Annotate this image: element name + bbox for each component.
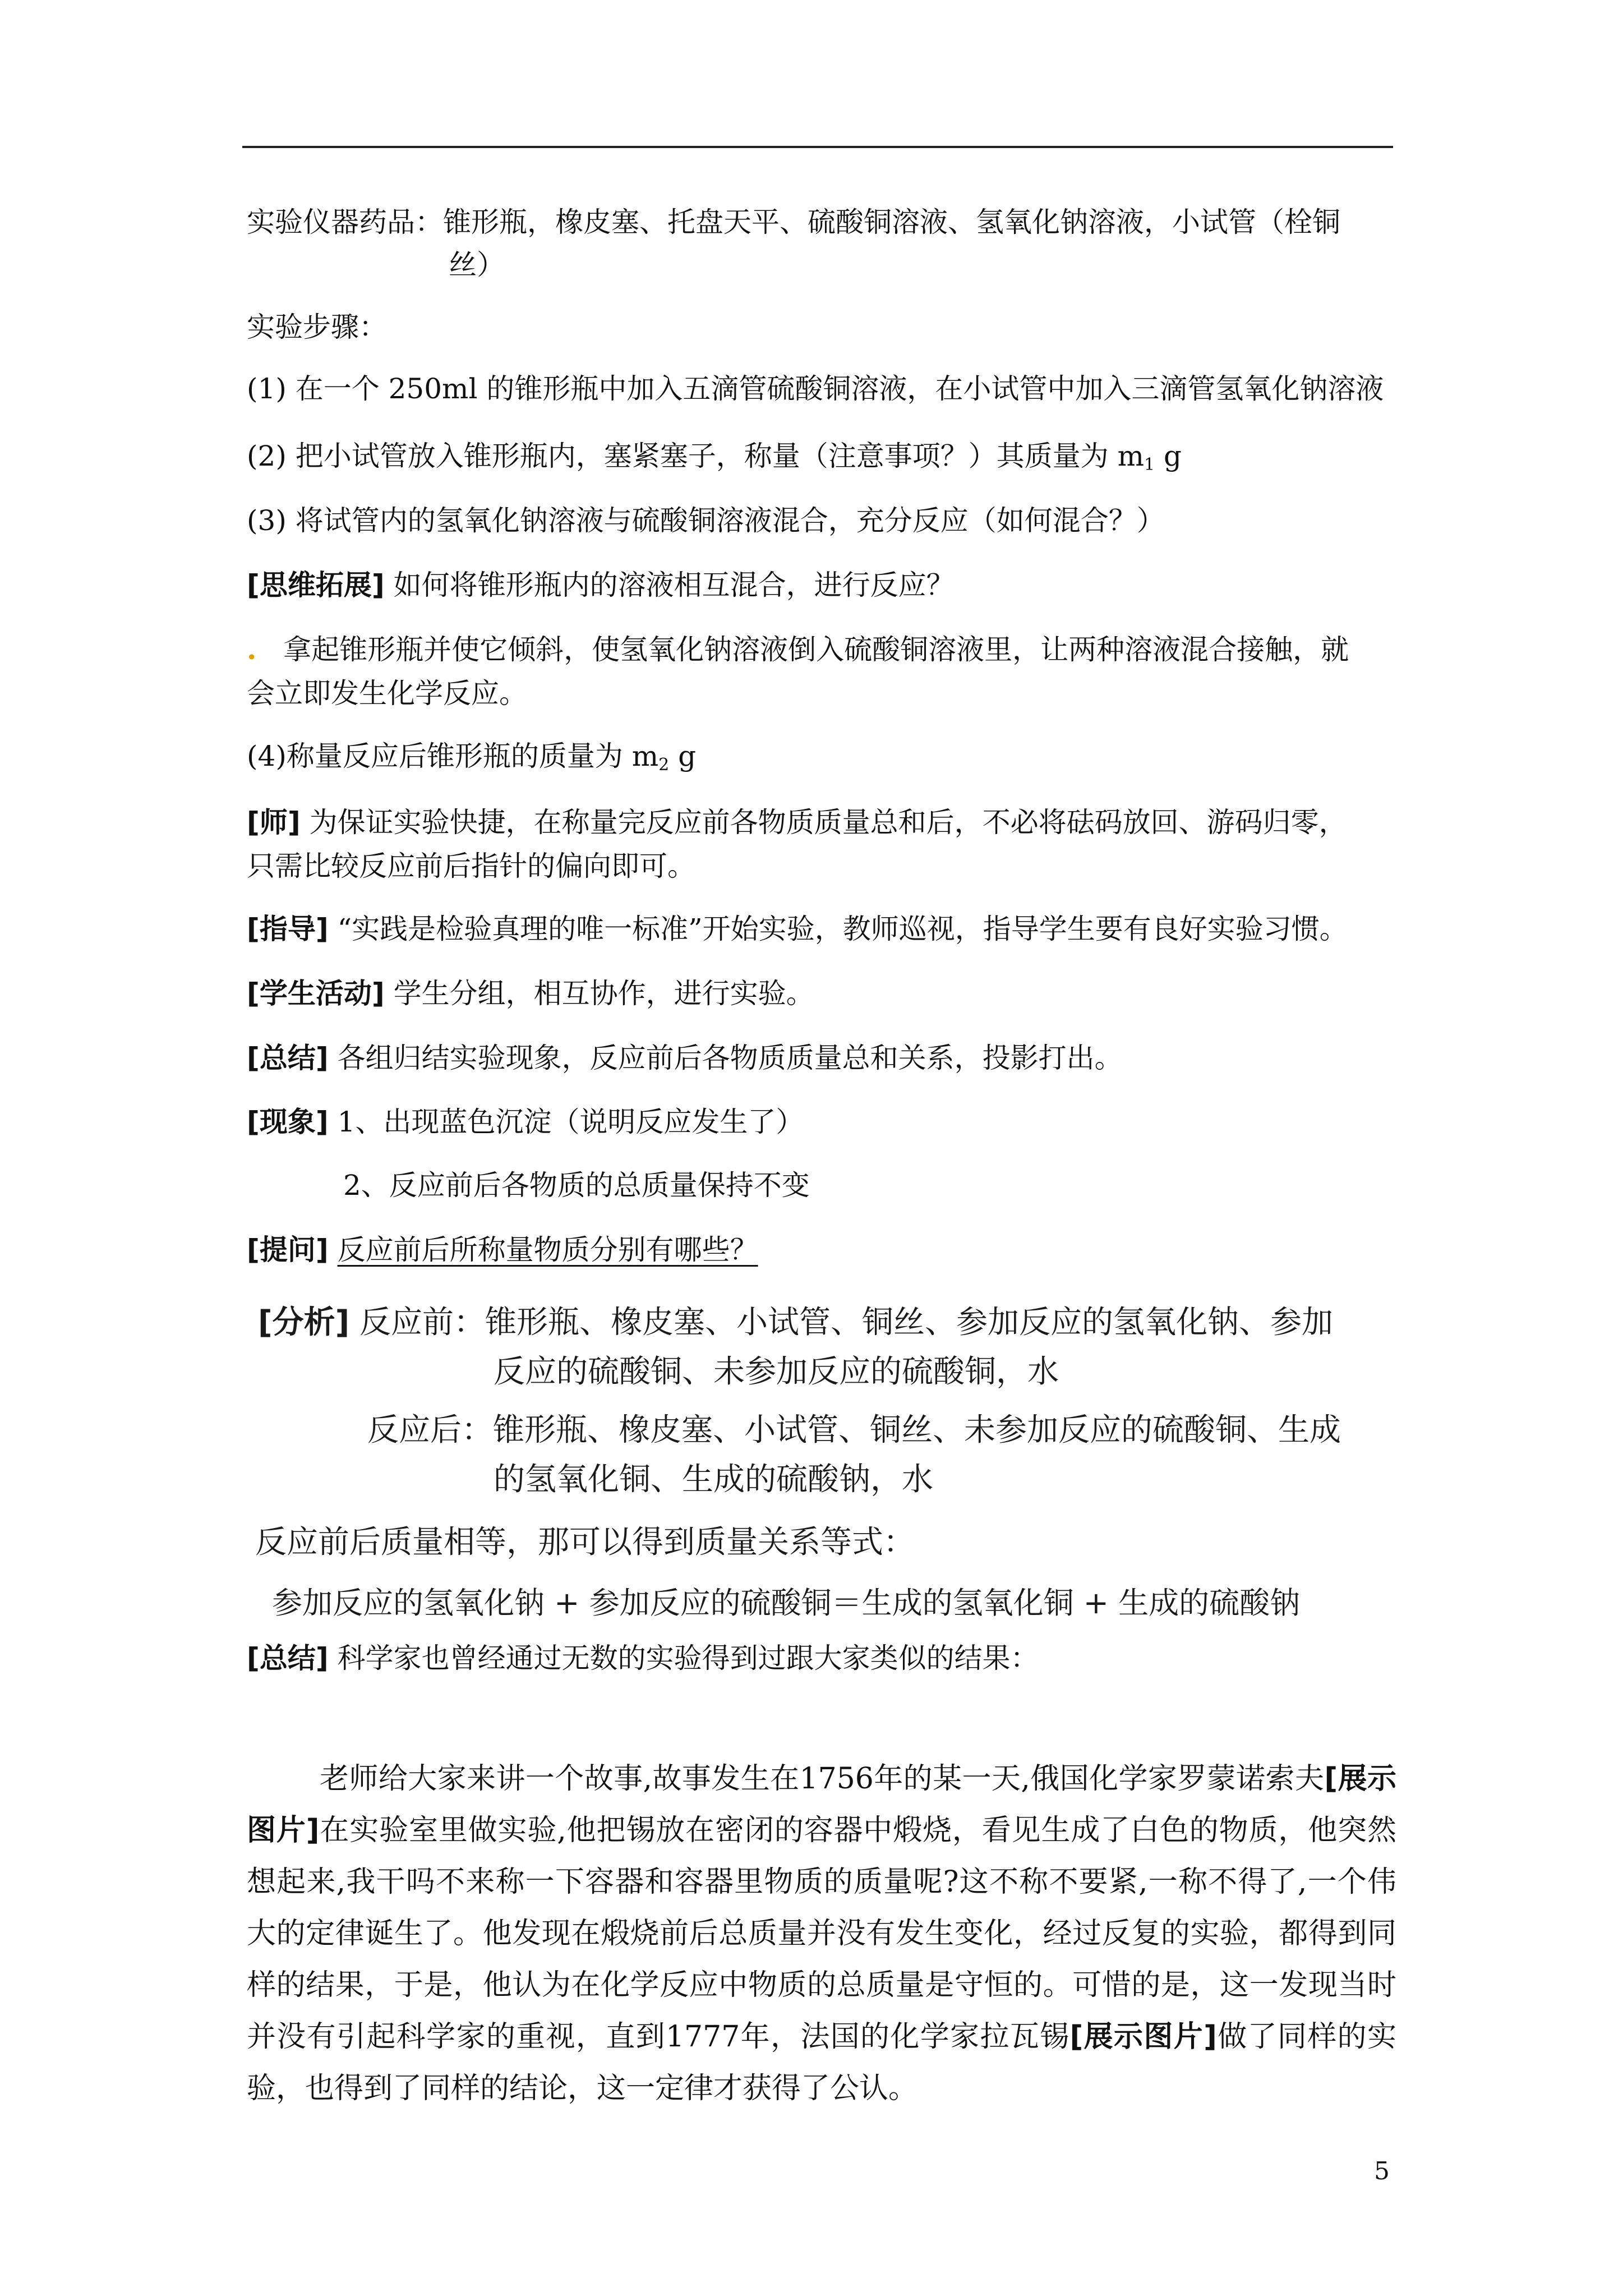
question-line xyxy=(247,1228,1396,1271)
summary-line: [总结] 各组归结实验现象，反应前后各物质质量总和关系，投影打出。 xyxy=(247,1042,1123,1074)
subscript-2: 2 xyxy=(658,755,670,775)
phenomenon-tag: [现象] xyxy=(247,1106,329,1138)
show-image-tag-2: [展示图片] xyxy=(1069,2020,1217,2054)
student-line: [学生活动] 学生分组，相互协作，进行实验。 xyxy=(247,977,814,1010)
teacher-line-2: 只需比较反应前后指针的偏向即可。 xyxy=(247,850,695,882)
step-3: (3) 将试管内的氢氧化钠溶液与硫酸铜溶液混合，充分反应（如何混合？） xyxy=(247,504,1165,537)
analysis-conclusion: 反应前后质量相等，那可以得到质量关系等式： xyxy=(255,1524,915,1561)
thinking-line xyxy=(247,564,1396,606)
analysis-before-line-1: [分析] 反应前：锥形瓶、橡皮塞、小试管、铜丝、参加反应的氢氧化钠、参加 xyxy=(258,1304,1333,1341)
thinking-text: 如何将锥形瓶内的溶液相互混合，进行反应？ xyxy=(393,569,955,601)
step-4: (4)称量反应后锥形瓶的质量为 $m_2$ g xyxy=(247,740,697,775)
phenomenon-item-2: 2、反应前后各物质的总质量保持不变 xyxy=(343,1169,810,1202)
show-image-tag-1: [展示图片] xyxy=(247,1762,1396,1847)
analysis-tag: [分析] xyxy=(258,1304,350,1341)
equipment-text: 锥形瓶，橡皮塞、托盘天平、硫酸铜溶液、氢氧化钠溶液，小试管（栓铜 xyxy=(443,206,1340,238)
page-number: 5 xyxy=(1374,2157,1390,2185)
equipment-label: 实验仪器药品： xyxy=(247,206,443,238)
step-2: (2) 把小试管放入锥形瓶内，塞紧塞子，称量（注意事项？）其质量为 $m_1$ g xyxy=(247,440,1182,475)
phenomenon-line: [现象] 1、出现蓝色沉淀（说明反应发生了） xyxy=(247,1106,804,1138)
subscript-1: 1 xyxy=(1144,455,1155,475)
summary-2-line: [总结] 科学家也曾经通过无数的实验得到过跟大家类似的结果： xyxy=(247,1642,1039,1674)
summary-tag: [总结] xyxy=(247,1042,329,1074)
guide-tag: [指导] xyxy=(247,913,329,945)
guide-line: [指导] “实践是检验真理的唯一标准”开始实验，教师巡视，指导学生要有良好实验习惯。 xyxy=(247,913,1348,945)
step-1: (1) 在一个 250ml 的锥形瓶中加入五滴管硫酸铜溶液，在小试管中加入三滴管氢氧化钠溶液 xyxy=(247,372,1384,405)
thinking-answer: . 拿起锥形瓶并使它倾斜，使氢氧化钠溶液倒入硫酸铜溶液里，让两种溶液混合接触，就 xyxy=(247,633,1349,666)
equipment-line xyxy=(247,201,1396,243)
question-text: 反应前后所称量物质分别有哪些？ xyxy=(337,1234,758,1266)
thinking-answer-2: 会立即发生化学反应。 xyxy=(247,677,527,710)
teacher-line: [师] 为保证实验快捷，在称量完反应前各物质质量总和后，不必将砝码放回、游码归零， xyxy=(247,806,1347,839)
header-rule xyxy=(242,146,1393,148)
analysis-before-line-2: 反应的硫酸铜、未参加反应的硫酸铜，水 xyxy=(494,1354,1059,1390)
question-tag: [提问] xyxy=(247,1234,329,1266)
summary-2-tag: [总结] xyxy=(247,1642,329,1674)
analysis-after-line-2: 的氢氧化铜、生成的硫酸钠，水 xyxy=(494,1461,933,1498)
equipment-line-2: 丝） xyxy=(449,249,505,281)
mass-equation: 参加反应的氢氧化钠 + 参加反应的硫酸铜＝生成的氢氧化铜 + 生成的硫酸钠 xyxy=(272,1585,1301,1621)
thinking-tag: [思维拓展] xyxy=(247,569,385,601)
story-paragraph: 老师给大家来讲一个故事,故事发生在1756年的某一天,俄国化学家罗蒙诺索夫[展示图片]在实验室里做实验,他把锡放在密闭的容器中煅烧，看见生成了白色的物质，他突然想起来,我干吗不来称一下容器和容器里物质的质量呢?这不称不要紧,一称不得了,一个伟大的定律诞生了。他发现在煅烧前后总质量并没有发生变化，经过反复的实验，都得到同样的结果，于是，他认为在化学反应中物质的总质量是守恒的。可惜的是，这一发现当时并没有引起科学家的重视，直到1777年，法国的化学家拉瓦锡[展示图片]做了同样的实验，也得到了同样的结论，这一定律才获得了公认。 xyxy=(247,1762,1396,2105)
steps-title: 实验步骤： xyxy=(247,311,387,343)
teacher-tag: [师] xyxy=(247,806,301,839)
bullet-dot: . xyxy=(247,633,257,666)
analysis-after-line-1: 反应后：锥形瓶、橡皮塞、小试管、铜丝、未参加反应的硫酸铜、生成 xyxy=(367,1412,1341,1448)
student-tag: [学生活动] xyxy=(247,977,385,1010)
